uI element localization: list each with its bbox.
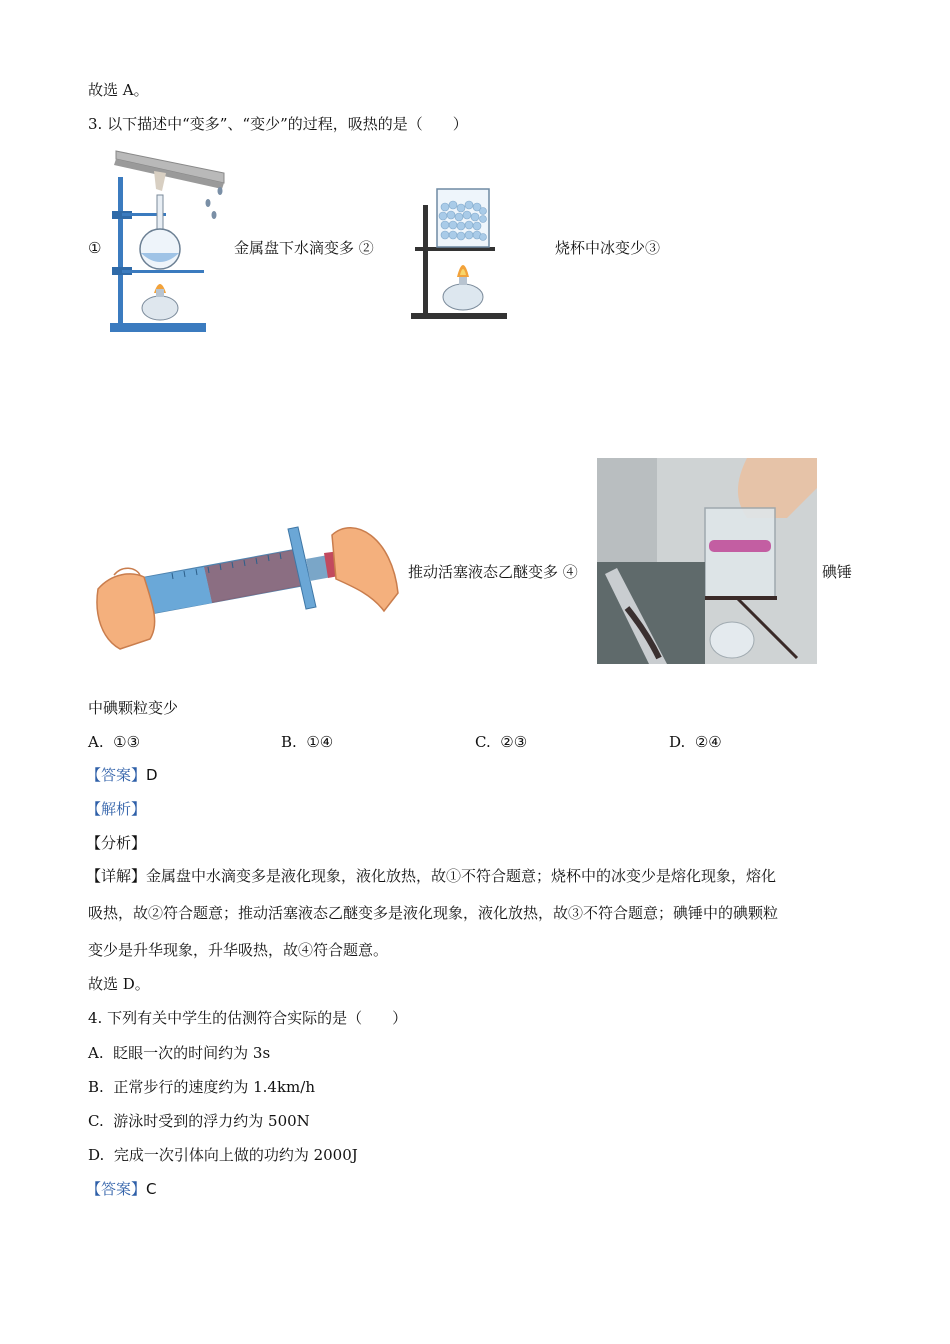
figure-syringe [92,515,404,655]
q4-option-d: D. 完成一次引体向上做的功约为 2000J [88,1146,358,1164]
q4-option-b: B. 正常步行的速度约为 1.4km/h [88,1078,315,1096]
q3-fenxi-tag: 【分析】 [86,834,147,852]
q3-option-a: A. ①③ [88,733,141,751]
q3-stem: 3. 以下描述中“变多”、“变少”的过程，吸热的是（ ） [88,115,468,133]
prev-conclusion: 故选 A。 [88,81,149,99]
caption-4b: 中碘颗粒变少 [88,699,179,717]
q3-option-c: C. ②③ [475,733,528,751]
caption-1: 金属盘下水滴变多 ② [234,239,374,257]
q4-stem: 4. 下列有关中学生的估测符合实际的是（ ） [88,1009,408,1027]
q4-answer: 【答案】C [86,1180,157,1198]
caption-3: 推动活塞液态乙醚变多 ④ [408,563,578,581]
q4-option-c: C. 游泳时受到的浮力约为 500N [88,1112,310,1130]
q3-option-d: D. ②④ [669,733,722,751]
q4-option-a: A. 眨眼一次的时间约为 3s [88,1044,271,1062]
mark-1: ① [88,239,102,257]
caption-2: 烧杯中冰变少③ [555,239,661,257]
q3-detail-line-3: 变少是升华现象，升华吸热，故④符合题意。 [88,941,389,959]
figure-iodine-hammer [597,458,817,664]
q3-detail-line-1: 【详解】金属盘中水滴变多是液化现象，液化放热，故①不符合题意；烧杯中的冰变少是熔化现象，熔化 [86,867,777,885]
figure-condensation-apparatus [104,143,234,338]
q3-conclusion: 故选 D。 [88,975,150,993]
figure-ice-beaker [405,185,515,320]
q3-analysis-tag: 【解析】 [86,800,147,818]
caption-4a: 碘锤 [822,563,853,581]
q3-option-b: B. ①④ [281,733,334,751]
q3-detail-line-2: 吸热，故②符合题意；推动活塞液态乙醚变多是液化现象，液化放热，故③不符合题意；碘锤中的碘颗粒 [88,904,779,922]
q3-answer: 【答案】D [86,766,158,784]
